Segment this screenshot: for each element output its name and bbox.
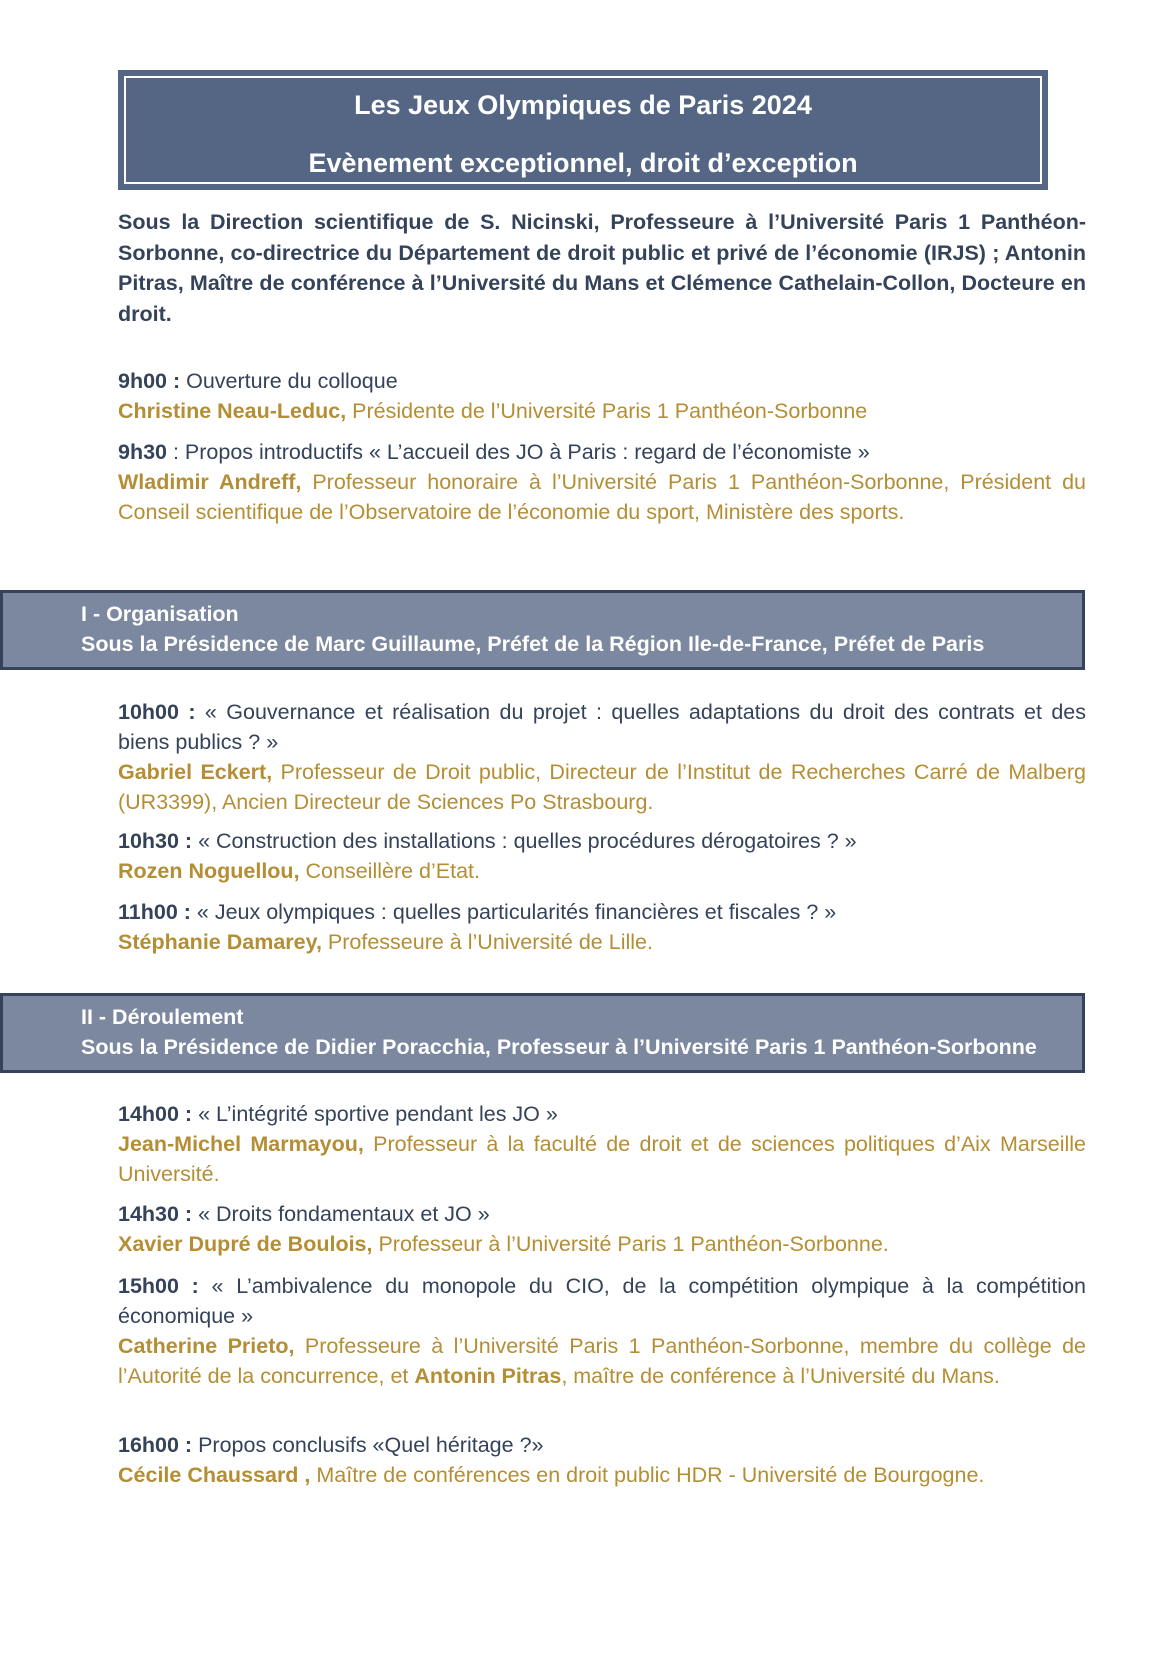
speaker-name: Christine Neau-Leduc, xyxy=(118,399,347,423)
item-topic: « Droits fondamentaux et JO » xyxy=(192,1202,490,1226)
speaker-role: Professeur de Droit public, Directeur de l’Institut de Recherches Carré de Malberg (UR3399), Ancien Directeur de Sciences Po Strasbourg. xyxy=(118,760,1086,814)
item-topic: « Jeux olympiques : quelles particularités financières et fiscales ? » xyxy=(190,900,837,924)
item-speaker xyxy=(118,467,1086,527)
item-topic: « L’intégrité sportive pendant les JO » xyxy=(192,1102,558,1126)
speaker-name: Jean-Michel Marmayou, xyxy=(118,1132,364,1156)
item-time: 15h00 : xyxy=(118,1274,199,1298)
item-speaker xyxy=(118,1229,1086,1259)
session-header-organisation xyxy=(0,590,1085,670)
item-topic: « Construction des installations : quelles procédures dérogatoires ? » xyxy=(192,829,857,853)
session-title: II - Déroulement xyxy=(81,1005,244,1029)
program-item xyxy=(118,697,1086,817)
item-time: 11h00 : xyxy=(118,900,191,924)
speaker-name-2: Antonin Pitras xyxy=(414,1364,562,1388)
title-line-2: Evènement exceptionnel, droit d’exception xyxy=(308,148,858,178)
program-item xyxy=(118,1430,1086,1490)
program-item-opening xyxy=(118,366,1086,426)
title-line-1: Les Jeux Olympiques de Paris 2024 xyxy=(354,90,812,120)
session-header-deroulement xyxy=(0,993,1085,1073)
scientific-direction: Sous la Direction scientifique de S. Nicinski, Professeure à l’Université Paris 1 Panthéon-Sorbonne, co-directrice du Département de droit public et privé de l’économie (IRJS) ; Antonin Pitras, Maître de conférence à l’Université du Mans et Clémence Cathelain-Collon, Docteure en droit. xyxy=(118,210,1086,326)
speaker-name: Rozen Noguellou, xyxy=(118,859,300,883)
item-speaker xyxy=(118,396,1086,426)
speaker-name: Stéphanie Damarey, xyxy=(118,930,322,954)
title-banner xyxy=(118,70,1048,190)
speaker-role: Conseillère d’Etat. xyxy=(299,859,480,883)
item-topic: « Gouvernance et réalisation du projet : quelles adaptations du droit des contrats et des biens publics ? » xyxy=(118,700,1086,754)
speaker-role: Professeure à l’Université Paris 1 Panthéon-Sorbonne, membre du collège de l’Autorité de la concurrence, et xyxy=(118,1334,1086,1388)
item-speaker xyxy=(118,856,1086,886)
speaker-name: Cécile Chaussard , xyxy=(118,1463,311,1487)
session-chair: Sous la Présidence de Marc Guillaume, Préfet de la Région Ile-de-France, Préfet de Paris xyxy=(81,632,985,656)
title-frame xyxy=(124,76,1042,184)
program-item xyxy=(118,1271,1086,1391)
speaker-role: Professeur à l’Université Paris 1 Panthéon-Sorbonne. xyxy=(372,1232,889,1256)
item-time: 16h00 : xyxy=(118,1433,193,1457)
session-title: I - Organisation xyxy=(81,602,239,626)
speaker-name: Xavier Dupré de Boulois, xyxy=(118,1232,373,1256)
item-speaker xyxy=(118,1460,1086,1490)
item-topic: Ouverture du colloque xyxy=(180,369,398,393)
item-time: 14h00 : xyxy=(118,1102,193,1126)
speaker-role-2: , maître de conférence à l’Université du Mans. xyxy=(561,1364,1000,1388)
speaker-role: Professeure à l’Université de Lille. xyxy=(321,930,653,954)
speaker-role: Maître de conférences en droit public HDR - Université de Bourgogne. xyxy=(310,1463,985,1487)
item-time: 10h00 : xyxy=(118,700,196,724)
item-topic: : Propos introductifs « L’accueil des JO à Paris : regard de l’économiste » xyxy=(167,440,870,464)
item-time: 9h00 : xyxy=(118,369,181,393)
program-item xyxy=(118,1099,1086,1189)
item-topic: « L’ambivalence du monopole du CIO, de la compétition olympique à la compétition économique » xyxy=(118,1274,1086,1328)
speaker-role: Présidente de l’Université Paris 1 Panthéon-Sorbonne xyxy=(346,399,868,423)
program-item-intro xyxy=(118,437,1086,527)
item-time: 10h30 : xyxy=(118,829,193,853)
session-chair: Sous la Présidence de Didier Poracchia, Professeur à l’Université Paris 1 Panthéon-Sorbonne xyxy=(81,1035,1037,1059)
item-time: 14h30 : xyxy=(118,1202,193,1226)
item-time: 9h30 xyxy=(118,440,168,464)
item-speaker xyxy=(118,1331,1086,1391)
speaker-role: Professeur à la faculté de droit et de sciences politiques d’Aix Marseille Université. xyxy=(118,1132,1087,1186)
program-item xyxy=(118,826,1086,886)
program-item xyxy=(118,897,1086,957)
speaker-role: Professeur honoraire à l’Université Paris 1 Panthéon-Sorbonne, Président du Conseil scientifique de l’Observatoire de l’économie du sport, Ministère des sports. xyxy=(118,470,1086,524)
program-item xyxy=(118,1199,1086,1259)
item-speaker xyxy=(118,757,1086,817)
speaker-name: Wladimir Andreff, xyxy=(118,470,302,494)
speaker-name: Gabriel Eckert, xyxy=(118,760,273,784)
item-topic: Propos conclusifs «Quel héritage ?» xyxy=(192,1433,544,1457)
speaker-name: Catherine Prieto, xyxy=(118,1334,295,1358)
item-speaker xyxy=(118,1129,1086,1189)
item-speaker xyxy=(118,927,1086,957)
